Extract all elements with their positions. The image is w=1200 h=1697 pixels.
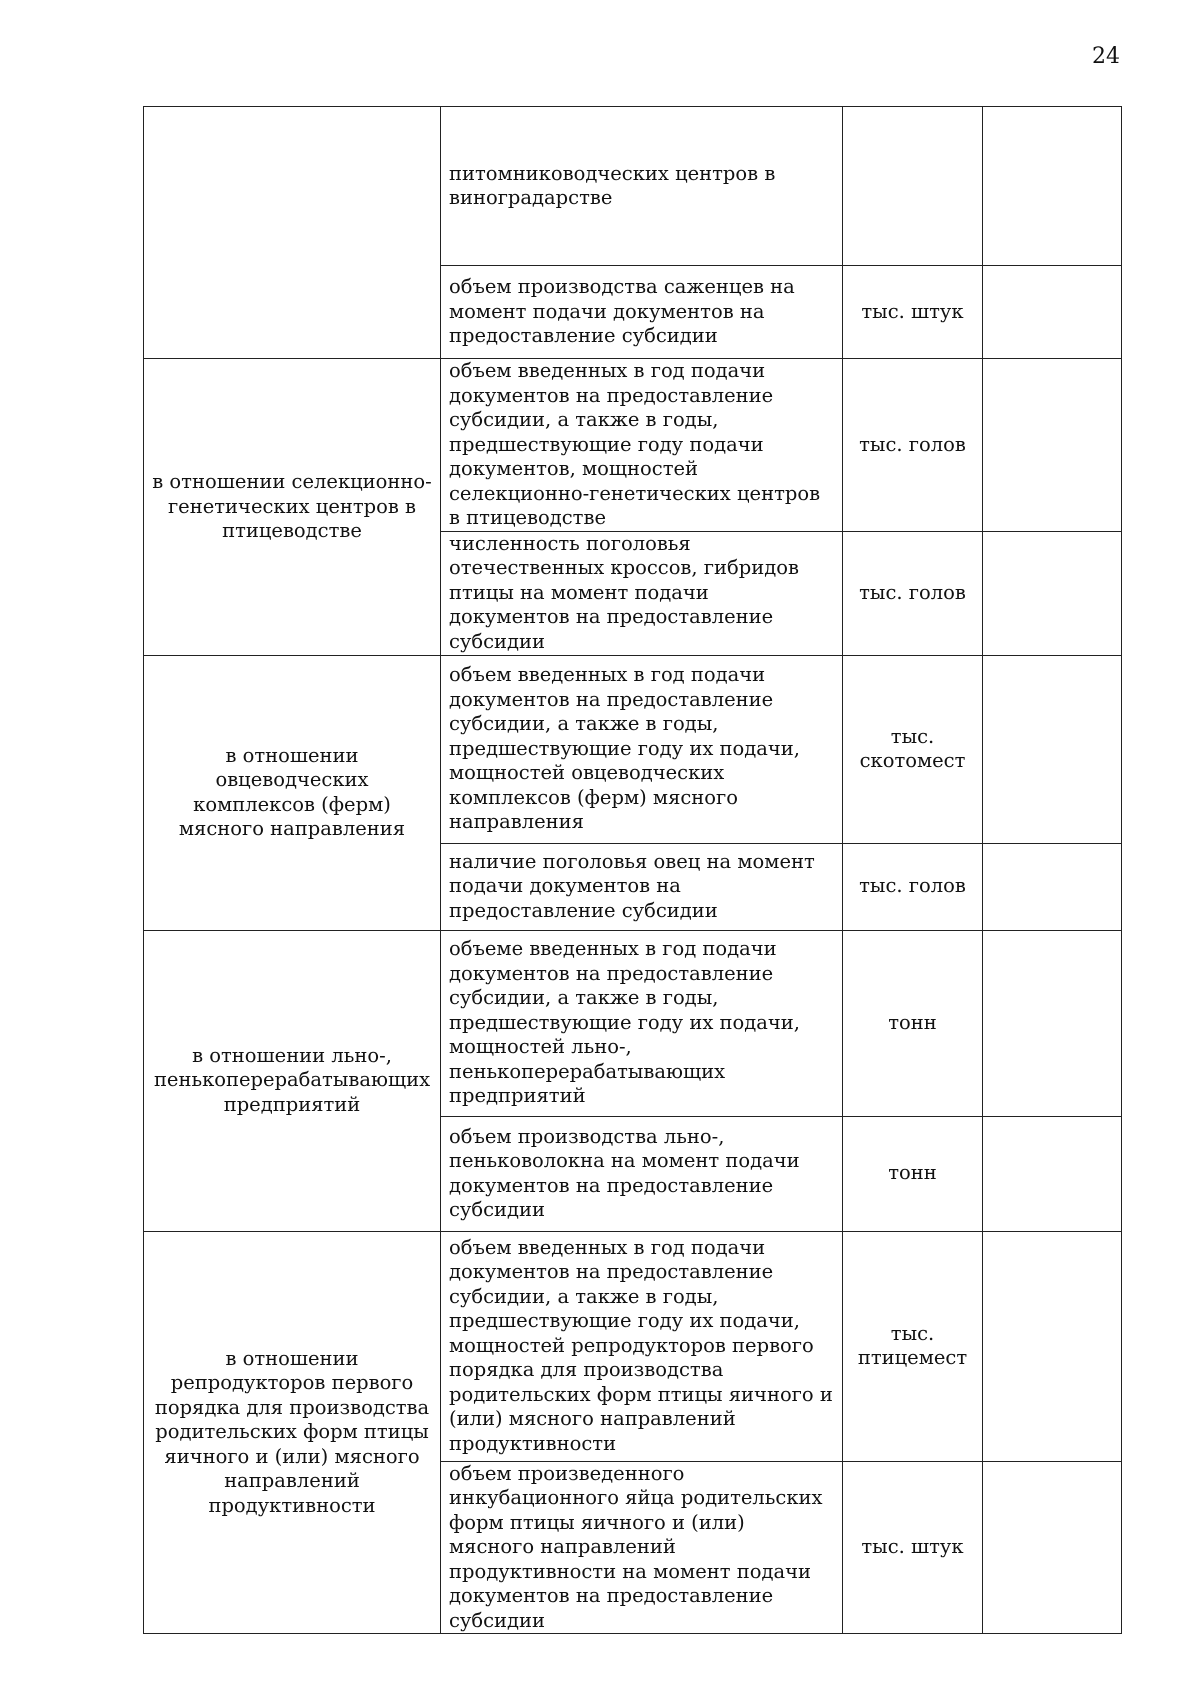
value-cell	[983, 655, 1122, 843]
unit-cell: тыс. голов	[843, 359, 983, 532]
category-cell	[144, 107, 441, 359]
value-cell	[983, 1461, 1122, 1634]
indicator-cell: питомниководческих центров в виноградарстве	[441, 107, 843, 266]
table-row	[144, 359, 1122, 532]
indicators-table	[143, 106, 1122, 1634]
indicator-cell: объем введенных в год подачи документов на предоставление субсидии, а также в годы, предшествующие году подачи документов, мощностей селекционно-генетических центров в птицеводстве	[441, 359, 843, 532]
indicator-cell: объем произведенного инкубационного яйца родительских форм птицы яичного и (или) мясного направлений продуктивности на момент подачи документов на предоставление субсидии	[441, 1461, 843, 1634]
indicator-cell: численность поголовья отечественных кроссов, гибридов птицы на момент подачи документов на предоставление субсидии	[441, 531, 843, 655]
category-cell: в отношении льно-, пенькоперерабатывающих предприятий	[144, 930, 441, 1231]
table-row	[144, 107, 1122, 266]
indicator-cell: объем введенных в год подачи документов на предоставление субсидии, а также в годы, предшествующие году их подачи, мощностей репродукторов первого порядка для производства родительских форм птицы яичного и (или) мясного направлений продуктивности	[441, 1231, 843, 1461]
value-cell	[983, 531, 1122, 655]
value-cell	[983, 843, 1122, 930]
value-cell	[983, 359, 1122, 532]
unit-cell: тонн	[843, 930, 983, 1116]
unit-cell	[843, 107, 983, 266]
value-cell	[983, 930, 1122, 1116]
table-row	[144, 655, 1122, 843]
page-number: 24	[1092, 44, 1120, 69]
unit-cell: тыс. голов	[843, 843, 983, 930]
category-cell: в отношении селекционно-генетических центров в птицеводстве	[144, 359, 441, 656]
indicator-cell: объем производства льно-, пеньковолокна на момент подачи документов на предоставление субсидии	[441, 1116, 843, 1231]
unit-cell: тонн	[843, 1116, 983, 1231]
value-cell	[983, 1231, 1122, 1461]
category-cell: в отношении овцеводческих комплексов (ферм) мясного направления	[144, 655, 441, 930]
unit-cell: тыс. птицемест	[843, 1231, 983, 1461]
value-cell	[983, 1116, 1122, 1231]
indicator-cell: наличие поголовья овец на момент подачи документов на предоставление субсидии	[441, 843, 843, 930]
unit-cell: тыс. голов	[843, 531, 983, 655]
table-row	[144, 1231, 1122, 1461]
unit-cell: тыс. штук	[843, 266, 983, 359]
indicator-cell: объеме введенных в год подачи документов на предоставление субсидии, а также в годы, предшествующие году их подачи, мощностей льно-, пенькоперерабатывающих предприятий	[441, 930, 843, 1116]
unit-cell: тыс. штук	[843, 1461, 983, 1634]
value-cell	[983, 266, 1122, 359]
table-row	[144, 930, 1122, 1116]
value-cell	[983, 107, 1122, 266]
indicator-cell: объем введенных в год подачи документов на предоставление субсидии, а также в годы, предшествующие году их подачи, мощностей овцеводческих комплексов (ферм) мясного направления	[441, 655, 843, 843]
category-cell: в отношении репродукторов первого порядка для производства родительских форм птицы яичного и (или) мясного направлений продуктивности	[144, 1231, 441, 1634]
unit-cell: тыс. скотомест	[843, 655, 983, 843]
indicator-cell: объем производства саженцев на момент подачи документов на предоставление субсидии	[441, 266, 843, 359]
